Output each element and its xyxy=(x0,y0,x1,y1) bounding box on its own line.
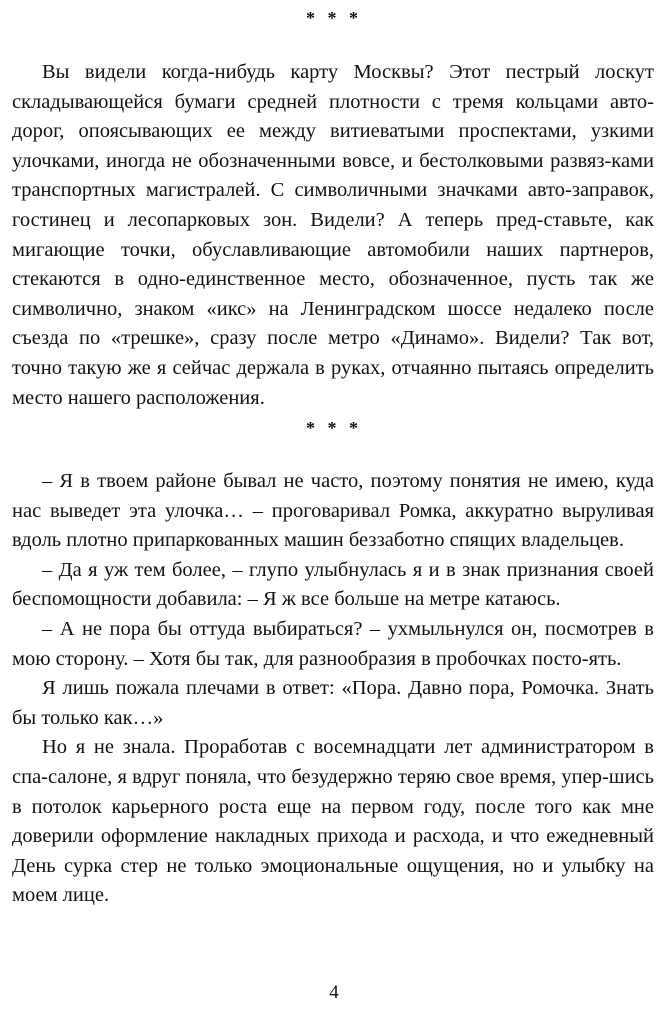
dialogue-block xyxy=(12,467,654,911)
paragraph-1: Вы видели когда-нибудь карту Москвы? Этот пестрый лоскут складывающейся бумаги средней плотности с тремя кольцами авто-дорог, опоясывающих ее между витиеватыми проспектами, узкими улочками, иногда не обозначенными вовсе, и бестолковыми развяз-ками транспортных магистралей. С символичными значками авто-заправок, гостинец и лесопарковых зон. Видели? А теперь пред-ставьте, как мигающие точки, обуславливающие автомобили наших партнеров, стекаются в одно-единственное место, обозначенное, пусть так же символично, знаком «икс» на Ленинградском шоссе недалеко после съезда по «трешке», сразу после метро «Динамо». Видели? Так вот, точно такую же я сейчас держала в руках, отчаянно пытаясь определить место нашего расположения. xyxy=(12,61,654,409)
dialogue-line-3: – А не пора бы оттуда выбираться? – ухмыльнулся он, посмотрев в мою сторону. – Хотя бы так, для разнообразия в пробочках посто-ять. xyxy=(12,617,654,670)
dialogue-line-4: Я лишь пожала плечами в ответ: «Пора. Давно пора, Ромочка. Знать бы только как…» xyxy=(12,677,654,729)
dialogue-line-2: – Да я уж тем более, – глупо улыбнулась я и в знак признания своей беспомощности добавила: – Я ж все больше на метре катаюсь. xyxy=(12,558,654,611)
section-separator-top: * * * xyxy=(306,8,362,28)
section-separator-middle: * * * xyxy=(306,418,362,438)
page-number: 4 xyxy=(329,982,339,1003)
paragraph-map-of-moscow xyxy=(12,58,654,413)
dialogue-line-1: – Я в твоем районе бывал не часто, поэтому понятия не имею, куда нас выведет эта улочка… – проговаривал Ромка, аккуратно выруливая вдоль плотно припаркованных машин беззаботно спящих владельцев. xyxy=(12,470,654,552)
dialogue-line-5: Но я не знала. Проработав с восемнадцати лет администратором в спа-салоне, я вдруг поняла, что безудержно теряю свое время, упер-шись в потолок карьерного роста еще на первом году, после того как мне доверили оформление накладных прихода и расхода, и что ежедневный День сурка стер не только эмоциональные ощущения, но и улыбку на моем лице. xyxy=(12,736,654,907)
